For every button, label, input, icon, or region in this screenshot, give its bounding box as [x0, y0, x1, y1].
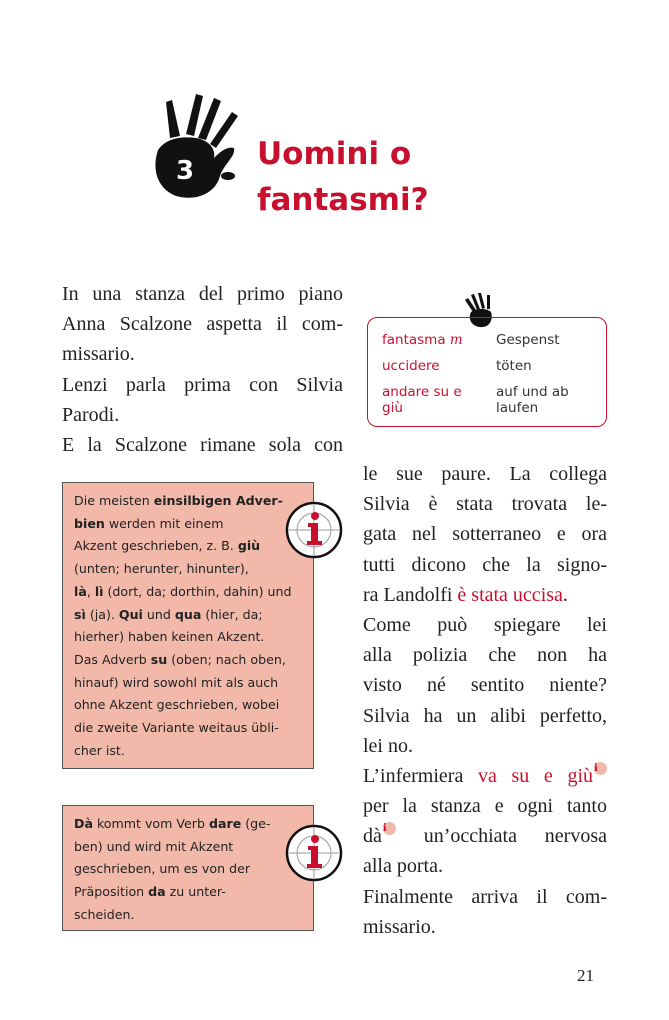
text-line	[62, 370, 343, 400]
glossary-term: uccidere	[382, 358, 440, 374]
text-segment: Silvia è stata trovata le-	[363, 493, 607, 516]
text-segment: scheiden.	[74, 906, 135, 922]
bold-term: bien	[74, 515, 105, 531]
text-segment: ohne Akzent geschrieben, wobei	[74, 697, 280, 713]
text-segment: L’infermiera	[363, 764, 478, 787]
text-segment: (ja).	[85, 606, 119, 622]
info-line	[74, 558, 313, 581]
story-text-right	[363, 459, 607, 942]
text-segment: (dort, da; dorthin, dahin) und	[103, 583, 292, 599]
text-line	[363, 459, 607, 489]
text-segment: zu unter-	[165, 884, 226, 900]
text-line	[363, 701, 607, 731]
info-line	[74, 490, 313, 513]
bold-term: lì	[94, 583, 104, 599]
chapter-number: 3	[176, 156, 195, 186]
bold-term: giù	[237, 538, 261, 554]
text-line	[363, 912, 607, 942]
text-line	[62, 279, 343, 309]
bold-term: qua	[174, 606, 202, 622]
text-segment: und	[142, 606, 175, 622]
text-segment: le sue paure. La collega	[363, 463, 607, 485]
story-text-left	[62, 279, 343, 460]
text-line	[363, 791, 607, 821]
info-icon	[285, 501, 343, 559]
text-segment: Parodi.	[62, 403, 120, 426]
text-line	[363, 519, 607, 549]
info-line	[74, 672, 313, 695]
text-line	[62, 430, 343, 460]
text-segment: missario.	[363, 915, 436, 938]
text-segment: Das Adverb	[74, 651, 151, 667]
text-segment: hinauf) wird sowohl mit als auch	[74, 674, 279, 690]
text-line	[62, 309, 343, 339]
info-line	[74, 904, 313, 927]
highlighted-phrase: è stata uccisa	[457, 583, 563, 606]
text-segment: un’occhiata nervosa	[395, 825, 607, 848]
chapter-title-line-1: Uomini o	[257, 136, 412, 172]
bold-term: sì	[74, 606, 86, 622]
info-line	[74, 740, 313, 763]
text-segment: Anna Scalzone aspetta il com-	[62, 313, 343, 336]
text-segment: (unten; herunter, hinunter),	[74, 561, 249, 577]
info-line	[74, 604, 313, 627]
info-box-da	[62, 805, 314, 931]
text-segment: gata nel sotterraneo e ora	[363, 523, 607, 546]
text-segment: hierher) haben keinen Akzent.	[74, 629, 265, 645]
glossary-term: fantasma m	[382, 332, 463, 348]
handprint-icon	[148, 88, 243, 203]
text-segment: cher ist.	[74, 742, 125, 758]
page-number: 21	[577, 966, 594, 985]
glossary-translation: auf und ab laufen	[496, 384, 569, 416]
bold-term: einsilbigen Adver-	[153, 493, 283, 508]
info-marker-icon: i	[594, 762, 607, 775]
info-line	[74, 717, 313, 740]
glossary-translation: töten	[496, 358, 532, 374]
text-line	[363, 731, 607, 761]
text-segment: visto né sentito niente?	[363, 674, 607, 697]
info-icon	[285, 824, 343, 882]
info-line	[74, 649, 313, 672]
highlighted-phrase: va su e giù	[477, 764, 593, 787]
text-line	[363, 489, 607, 519]
bold-term: dare	[208, 816, 242, 831]
info-line	[74, 535, 313, 558]
info-line	[74, 694, 313, 717]
text-segment: lei no.	[363, 734, 413, 757]
glossary-translation: Gespenst	[496, 332, 560, 348]
text-segment: ben) und wird mit Akzent	[74, 838, 234, 854]
info-line	[74, 813, 313, 836]
info-marker-icon: i	[383, 822, 396, 835]
text-line	[363, 821, 607, 851]
text-line	[363, 550, 607, 580]
text-line	[363, 610, 607, 640]
text-segment: Präposition	[74, 884, 149, 900]
bold-term: là	[74, 583, 87, 599]
text-segment: (hier, da;	[201, 606, 263, 622]
text-line	[363, 851, 607, 881]
text-line	[363, 670, 607, 700]
glossary-term: andare su e giù	[382, 384, 462, 416]
text-segment: (ge-	[241, 816, 271, 831]
bold-term: Qui	[118, 606, 143, 622]
info-line	[74, 858, 313, 881]
text-line	[363, 640, 607, 670]
text-line	[62, 400, 343, 430]
text-line	[62, 339, 343, 369]
text-segment: alla porta.	[363, 855, 443, 878]
text-segment: Akzent geschrieben, z. B.	[74, 538, 238, 554]
text-segment: geschrieben, um es von der	[74, 861, 250, 877]
text-segment: werden mit einem	[104, 515, 224, 531]
text-line	[363, 580, 607, 610]
text-segment: (oben; nach oben,	[167, 651, 286, 667]
text-segment: Finalmente arriva il com-	[363, 885, 607, 908]
text-segment: Come può spiegare lei	[363, 613, 607, 636]
text-segment: In una stanza del primo piano	[62, 283, 343, 305]
info-line	[74, 513, 313, 536]
info-box-adverbs	[62, 482, 314, 769]
chapter-title-line-2: fantasmi?	[257, 182, 429, 218]
bold-term: Dà	[74, 816, 93, 831]
text-line	[363, 761, 607, 791]
info-line	[74, 581, 313, 604]
glossary-box	[367, 317, 607, 427]
bold-term: su	[150, 651, 168, 667]
text-segment: ,	[86, 583, 95, 599]
text-segment: tutti dicono che la signo-	[363, 553, 607, 576]
info-line	[74, 881, 313, 904]
text-segment: ra Landolfi	[363, 583, 458, 606]
text-segment: alla polizia che non ha	[363, 644, 607, 667]
text-segment: kommt vom Verb	[92, 816, 209, 831]
info-line	[74, 626, 313, 649]
bold-term: da	[148, 884, 166, 900]
text-segment: missario.	[62, 343, 135, 366]
text-line	[363, 882, 607, 912]
text-segment: per la stanza e ogni tanto	[363, 795, 607, 818]
text-segment: Silvia ha un alibi perfetto,	[363, 704, 607, 727]
text-segment: dà	[363, 825, 382, 848]
text-segment: E la Scalzone rimane sola con	[62, 433, 343, 456]
text-segment: die zweite Variante weitaus übli-	[74, 720, 279, 736]
info-line	[74, 836, 313, 859]
text-segment: .	[562, 583, 568, 606]
text-segment: Die meisten	[74, 493, 154, 508]
text-segment: Lenzi parla prima con Silvia	[62, 373, 343, 396]
